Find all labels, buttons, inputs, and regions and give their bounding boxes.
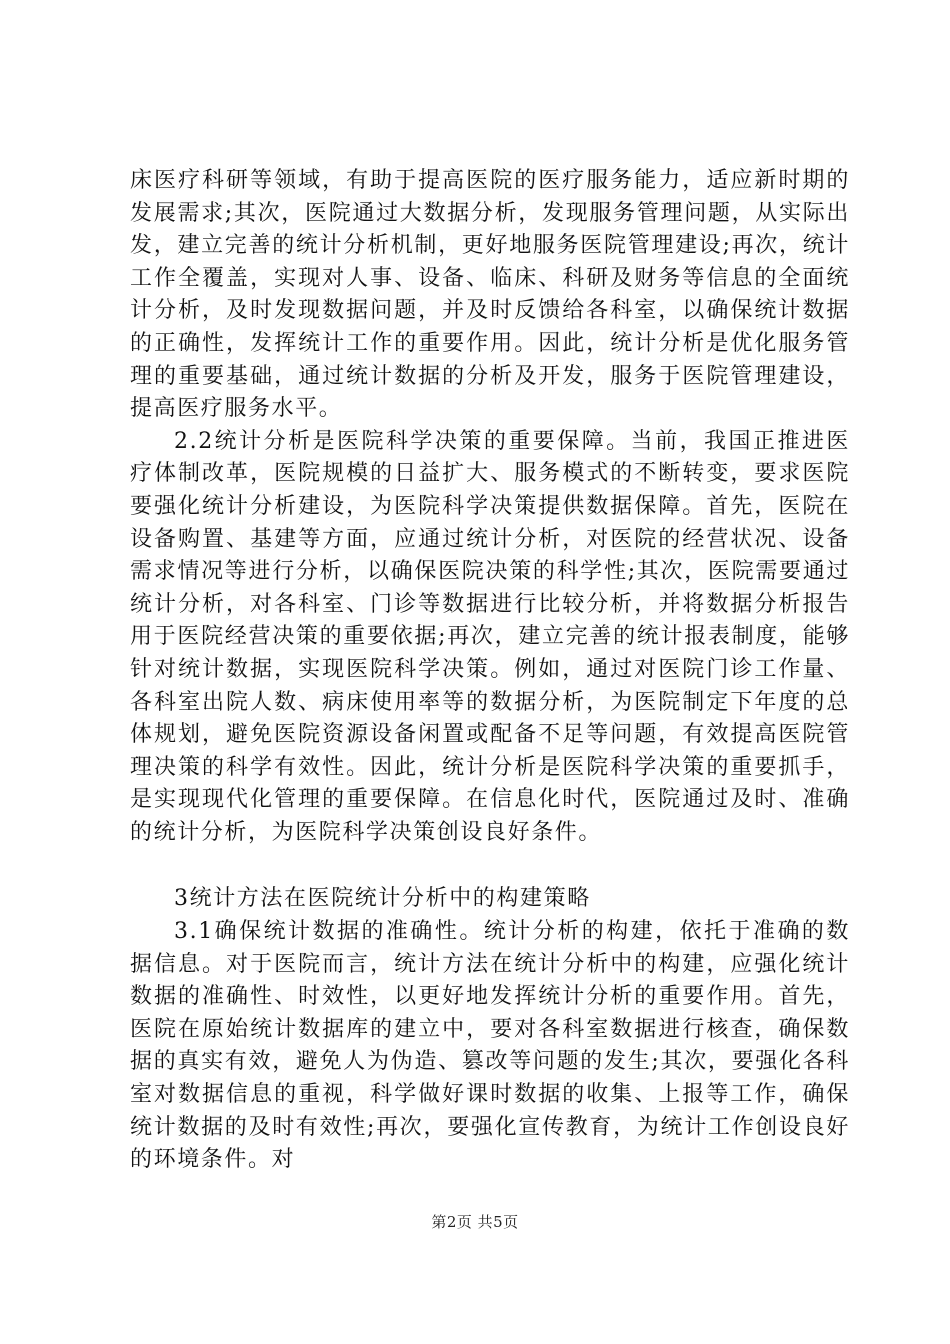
paragraph-continuation: 床医疗科研等领域，有助于提高医院的医疗服务能力，适应新时期的发展需求;其次，医院通过大数据分析，发现服务管理问题，从实际出发，建立完善的统计分析机制，更好地服务医院管理建设;再次，统计工作全覆盖，实现对人事、设备、临床、科研及财务等信息的全面统计分析，及时发现数据问题，并及时反馈给各科室，以确保统计数据的正确性，发挥统计工作的重要作用。因此，统计分析是优化服务管理的重要基础，通过统计数据的分析及开发，服务于医院管理建设，提高医疗服务水平。 [130, 168, 850, 422]
paragraph-3-1: 3.1确保统计数据的准确性。统计分析的构建，依托于准确的数据信息。对于医院而言，统计方法在统计分析中的构建，应强化统计数据的准确性、时效性，以更好地发挥统计分析的重要作用。首先，医院在原始统计数据库的建立中，要对各科室数据进行核查，确保数据的真实有效，避免人为伪造、篡改等问题的发生;其次，要强化各科室对数据信息的重视，科学做好课时数据的收集、上报等工作，确保统计数据的及时有效性;再次，要强化宣传教育，为统计工作创设良好的环境条件。对 [130, 919, 850, 1173]
document-body [130, 165, 850, 1177]
page-footer: 第2页 共5页 [431, 1213, 519, 1231]
paragraph-2-2: 2.2统计分析是医院科学决策的重要保障。当前，我国正推进医疗体制改革，医院规模的日益扩大、服务模式的不断转变，要求医院要强化统计分析建设，为医院科学决策提供数据保障。首先，医院在设备购置、基建等方面，应通过统计分析，对医院的经营状况、设备需求情况等进行分析，以确保医院决策的科学性;其次，医院需要通过统计分析，对各科室、门诊等数据进行比较分析，并将数据分析报告用于医院经营决策的重要依据;再次，建立完善的统计报表制度，能够针对统计数据，实现医院科学决策。例如，通过对医院门诊工作量、各科室出院人数、病床使用率等的数据分析，为医院制定下年度的总体规划，避免医院资源设备闲置或配备不足等问题，有效提高医院管理决策的科学有效性。因此，统计分析是医院科学决策的重要抓手，是实现现代化管理的重要保障。在信息化时代，医院通过及时、准确的统计分析，为医院科学决策创设良好条件。 [130, 428, 850, 845]
section-heading-3: 3统计方法在医院统计分析中的构建策略 [174, 886, 591, 912]
